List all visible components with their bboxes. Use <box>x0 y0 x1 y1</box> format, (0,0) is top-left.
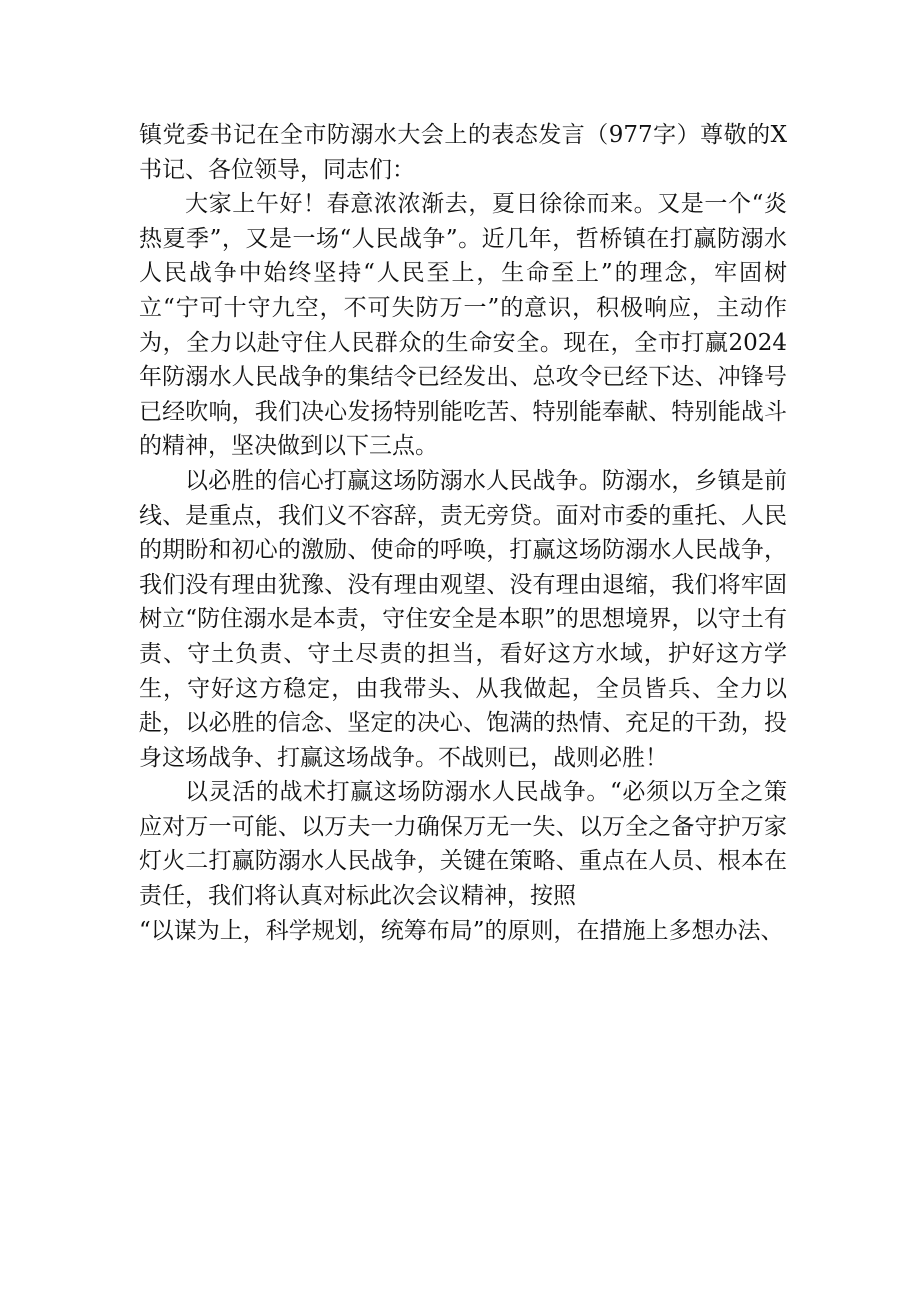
paragraph-confidence: 以必胜的信心打赢这场防溺水人民战争。防溺水，乡镇是前线、是重点，我们义不容辞，责无旁贷。面对市委的重托、人民的期盼和初心的激励、使命的呼唤，打赢这场防溺水人民战争，我们没有理由犹豫、没有理由观望、没有理由退缩，我们将牢固树立“防住溺水是本责，守住安全是本职”的思想境界，以守土有责、守土负责、守土尽责的担当，看好这方水域，护好这方学生，守好这方稳定，由我带头、从我做起，全员皆兵、全力以赴，以必胜的信念、坚定的决心、饱满的热情、充足的干劲，投身这场战争、打赢这场战争。不战则已，战则必胜！ <box>139 467 787 771</box>
speech-title-line: 镇党委书记在全市防溺水大会上的表态发言（977字）尊敬的X书记、各位领导，同志们： <box>139 122 787 183</box>
paragraph-greeting: 大家上午好！春意浓浓渐去，夏日徐徐而来。又是一个“炎热夏季”，又是一场“人民战争”。近几年，哲桥镇在打赢防溺水人民战争中始终坚持“人民至上，生命至上”的理念，牢固树立“宁可十守九空，不可失防万一”的意识，积极响应，主动作为，全力以赴守住人民群众的生命安全。现在，全市打赢2024年防溺水人民战争的集结令已经发出、总攻令已经下达、冲锋号已经吹响，我们决心发扬特别能吃苦、特别能奉献、特别能战斗的精神，坚决做到以下三点。 <box>139 191 787 460</box>
paragraph-principle: “以谋为上，科学规划，统筹布局”的原则，在措施上多想办法、 <box>139 917 784 944</box>
document-body <box>139 118 787 948</box>
paragraph-tactics: 以灵活的战术打赢这场防溺水人民战争。“必须以万全之策应对万一可能、以万夫一力确保万无一失、以万全之备守护万家灯火二打赢防溺水人民战争，关键在策略、重点在人员、根本在责任，我们将认真对标此次会议精神，按照 <box>139 779 787 910</box>
